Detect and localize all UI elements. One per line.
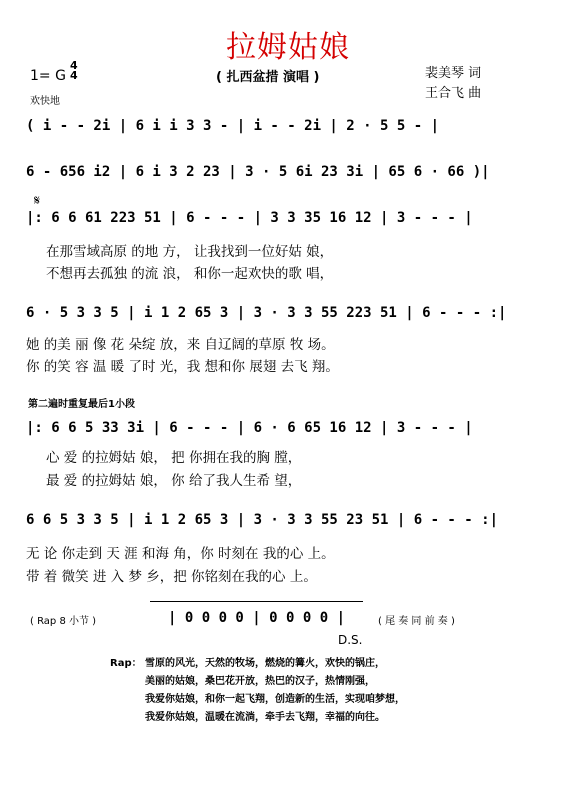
rest-measures: | 0 0 0 0 | 0 0 0 0 | — [168, 610, 346, 626]
time-signature — [70, 61, 78, 81]
key-signature: 1= G — [30, 68, 66, 84]
time-signature-bottom: 4 — [70, 69, 78, 82]
segno-icon: 𝄋 — [34, 193, 41, 209]
rap-line-3: 我爱你姑娘，和你一起飞翔，创造新的生活，实现咱梦想， — [145, 694, 405, 705]
lyricist-credit: 裴美琴 词 — [425, 66, 482, 81]
score-line-4: 6 · 5 3 3 5 | i 1 2 65 3 | 3 · 3 3 55 223 51 | 6 - - - :| — [26, 305, 507, 321]
singer-credit: ( 扎西盆措 演唱 ) — [216, 70, 320, 85]
lyric-line-6b: 带 着 微笑 进 入 梦 乡，把 你铭刻在我的心 上。 — [26, 569, 317, 585]
score-line-2: 6 - 656 i2 | 6 i 3 2 23 | 3 · 5 6i 23 3i | 65 6 · 66 )| — [26, 164, 490, 180]
volta-bracket-line — [150, 601, 363, 602]
score-line-6: 6 6 5 3 3 5 | i 1 2 65 3 | 3 · 3 3 55 23 51 | 6 - - - :| — [26, 512, 499, 528]
rap-intro-label: ( Rap 8 小节 ) — [30, 616, 97, 627]
outro-label: ( 尾 奏 同 前 奏 ) — [378, 616, 455, 627]
tempo-marking: 欢快地 — [30, 96, 60, 107]
rap-label: Rap： — [110, 658, 142, 669]
score-line-5: |: 6 6 5 33 3i | 6 - - - | 6 · 6 65 16 12 | 3 - - - | — [26, 420, 473, 436]
lyric-line-6a: 无 论 你走到 天 涯 和海 角，你 时刻在 我的心 上。 — [26, 546, 335, 562]
lyric-line-4a: 她 的美 丽 像 花 朵绽 放，来 自辽阔的草原 牧 场。 — [26, 337, 335, 353]
rap-line-4: 我爱你姑娘，温暖在流淌，牵手去飞翔，幸福的向往。 — [145, 712, 385, 723]
lyric-line-3b: 不想再去孤独 的流 浪， 和你一起欢快的歌 唱， — [46, 266, 334, 282]
repeat-instruction: 第二遍时重复最后1小段 — [28, 399, 135, 410]
rap-line-1: 雪原的风光，天然的牧场，燃烧的篝火，欢快的锅庄， — [145, 658, 385, 669]
composer-credit: 王合飞 曲 — [425, 86, 482, 101]
lyric-line-4b: 你 的笑 容 温 暖 了时 光，我 想和你 展翅 去飞 翔。 — [26, 359, 339, 375]
rap-line-2: 美丽的姑娘，桑巴花开放，热巴的汉子，热情刚强， — [145, 676, 375, 687]
ds-marking: D.S. — [338, 633, 363, 647]
lyric-line-5b: 最 爱 的拉姆姑 娘， 你 给了我人生希 望， — [46, 473, 302, 489]
score-line-3: |: 6 6 61 223 51 | 6 - - - | 3 3 35 16 12 | 3 - - - | — [26, 210, 473, 226]
time-signature-top: 4 — [70, 59, 78, 72]
song-title: 拉姆姑娘 — [226, 30, 350, 65]
lyric-line-5a: 心 爱 的拉姆姑 娘， 把 你拥在我的胸 膛， — [46, 450, 302, 466]
score-line-1: ( i - - 2i | 6 i i 3 3 - | i - - 2i | 2 · 5 5 - | — [26, 118, 440, 134]
lyric-line-3a: 在那雪域高原 的地 方， 让我找到一位好姑 娘， — [46, 244, 334, 260]
